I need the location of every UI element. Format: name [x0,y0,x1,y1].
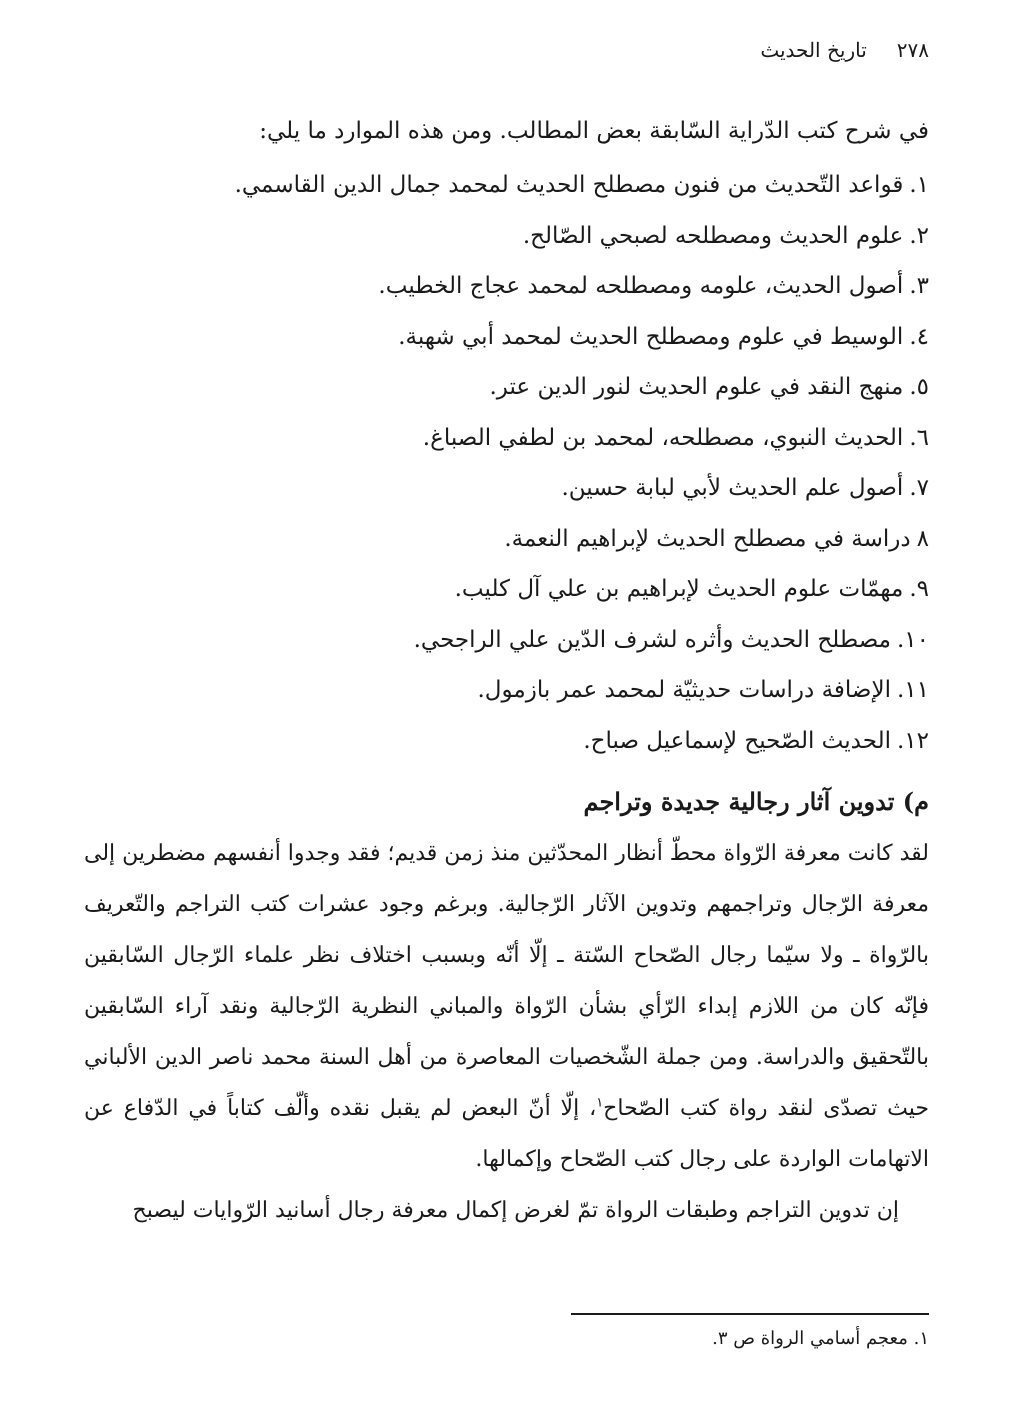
list-item-text: دراسة في مصطلح الحديث لإبراهيم النعمة. [504,525,911,552]
list-item-number: ٧. [909,475,929,501]
list-item-number: ١١. [896,677,929,703]
list-item [84,261,929,312]
list-item-number: ٥. [909,374,929,400]
list-item-text: أصول الحديث، علومه ومصطلحه لمحمد عجاج الخطيب. [378,273,904,299]
list-item-text: منهج النقد في علوم الحديث لنور الدين عتر. [489,374,904,400]
list-item [84,665,929,716]
list-item-number: ٤. [909,323,929,350]
list-item [84,716,929,767]
body-text [84,828,929,1236]
list-item-text: مصطلح الحديث وأثره لشرف الدّين علي الراجحي. [413,626,891,653]
intro-line: في شرح كتب الدّراية السّابقة بعض المطالب. ومن هذه الموارد ما يلي: [259,118,929,144]
list-item-number: ١٢. [896,727,929,754]
list-item-number: ٦. [909,424,929,451]
list-item-text: علوم الحديث ومصطلحه لصبحي الصّالح. [522,222,904,249]
list-item [84,514,929,565]
paragraph: إن تدوين التراجم وطبقات الرواة تمّ لغرض إكمال معرفة رجال أسانيد الرّوايات ليصبح [132,1198,899,1223]
running-title: تاريخ الحديث [760,38,867,62]
list-item [84,463,929,514]
list-item-number: ٨ [916,525,929,552]
list-item-number: ١٠. [896,626,929,653]
section-heading: م) تدوين آثار رجالية جديدة وتراجم [583,787,929,816]
page-header [84,38,929,78]
list-item-number: ٢. [909,222,929,249]
list-item [84,312,929,363]
list-item-text: الوسيط في علوم ومصطلح الحديث لمحمد أبي شهبة. [398,323,904,350]
list-item-number: ١. [909,172,929,198]
list-item-number: ٩. [909,576,929,602]
paragraph-text-continued: ، إلّا أنّ البعض لم يقبل نقده وألّف كتاباً في الدّفاع عن الاتهامات الواردة على رجال كتب الصّحاح وإكمالها. [84,1096,929,1172]
page-number: ٢٧٨ [896,38,929,62]
references-list [84,160,929,766]
footnote-reference[interactable]: ١ [596,1095,604,1111]
list-item [84,160,929,211]
list-item-text: الحديث الصّحيح لإسماعيل صباح. [583,727,891,754]
list-item-text: مهمّات علوم الحديث لإبراهيم بن علي آل كليب. [454,576,904,602]
list-item-text: الحديث النبوي، مصطلحه، لمحمد بن لطفي الصباغ. [422,424,904,451]
list-item-text: الإضافة دراسات حديثيّة لمحمد عمر بازمول. [477,677,891,703]
list-item [84,362,929,413]
paragraph-text: لقد كانت معرفة الرّواة محطّ أنظار المحدّثين منذ زمن قديم؛ فقد وجدوا أنفسهم مضطرين إلى معرفة الرّجال وتراجمهم وتدوين الآثار الرّجالية. وبرغم وجود عشرات كتب التراجم والتّعريف بالرّواة ـ ولا سيّما رجال الصّحاح السّتة ـ إلّا أنّه وبسبب اختلاف نظر علماء الرّجال السّابقين فإنّه كان من اللازم إبداء الرّأي بشأن الرّواة والمباني النظرية الرّجالية ونقد آراء السّابقين بالتّحقيق والدراسة. ومن جملة الشّخصيات المعاصرة من أهل السنة محمد ناصر الدين الألباني حيث تصدّى لنقد رواة كتب الصّحاح [83,841,929,1121]
list-item [84,564,929,615]
list-item-number: ٣. [909,273,929,299]
list-item [84,615,929,666]
list-item [84,211,929,262]
footnote-divider [571,1313,929,1315]
list-item-text: قواعد التّحديث من فنون مصطلح الحديث لمحمد جمال الدين القاسمي. [234,172,904,198]
footnote: ١. معجم أسامي الرواة ص ٣. [712,1328,929,1349]
list-item-text: أصول علم الحديث لأبي لبابة حسين. [561,475,904,501]
list-item [84,413,929,464]
paragraph [84,828,929,1185]
